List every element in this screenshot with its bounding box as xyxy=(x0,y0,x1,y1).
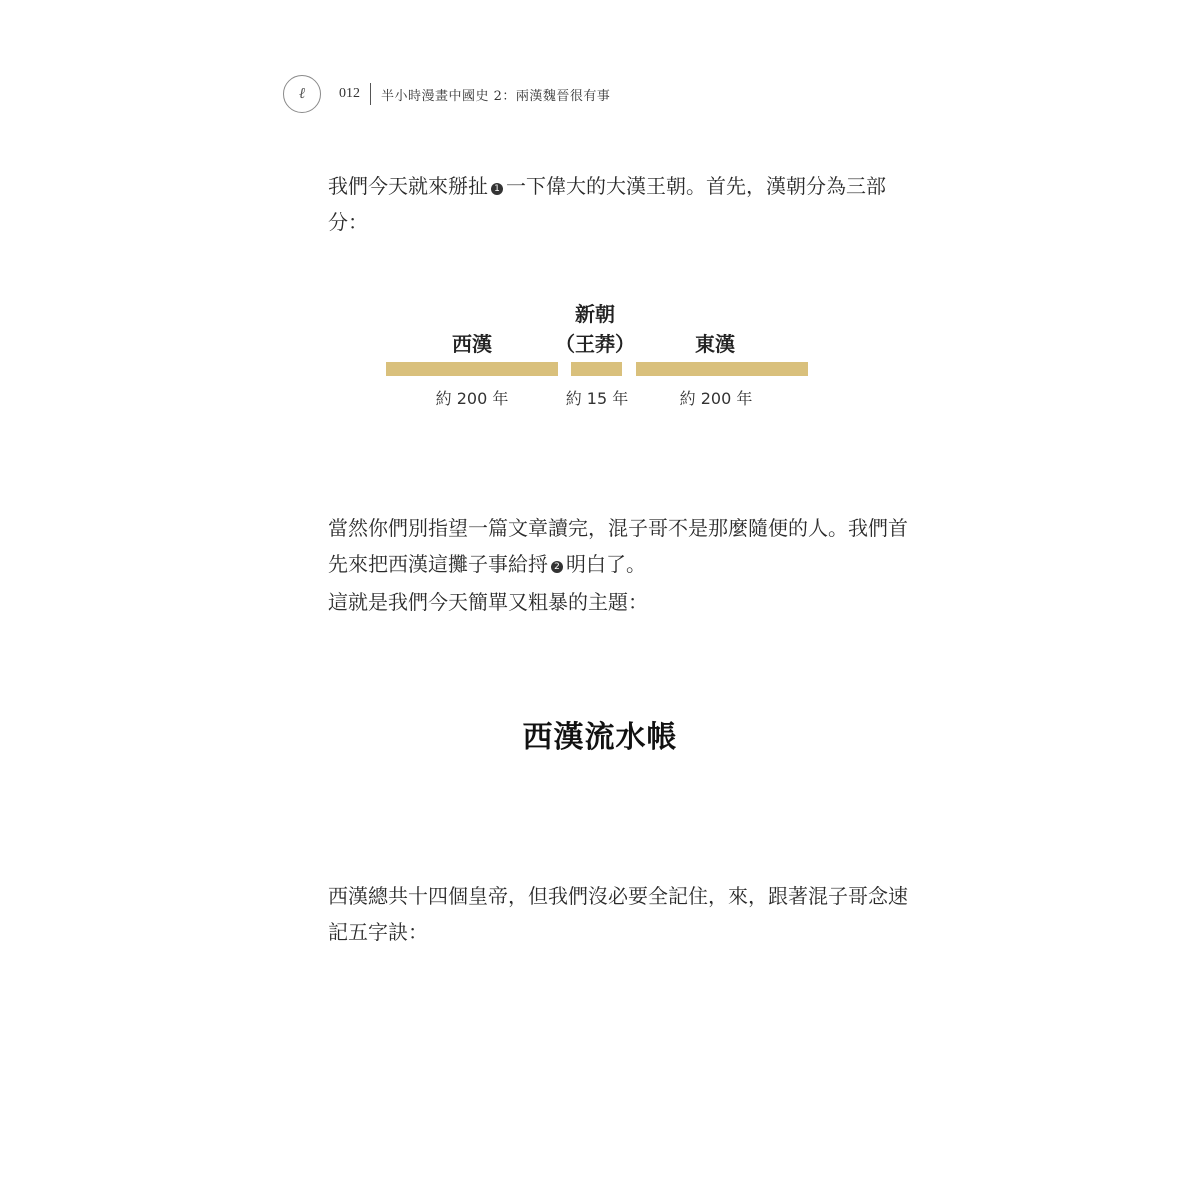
intro-text-a: 我們今天就來掰扯 xyxy=(328,174,488,198)
book-title: 半小時漫畫中國史 2：兩漢魏晉很有事 xyxy=(381,88,611,104)
timeline-duration-western-han: 約 200 年 xyxy=(435,389,509,408)
running-header xyxy=(283,74,610,114)
intro-paragraph xyxy=(288,168,918,240)
paragraph-4 xyxy=(288,878,918,950)
timeline-label-western-han: 西漢 xyxy=(452,332,492,356)
paragraph-2-text-a: 當然你們別指望一篇文章讀完，混子哥不是那麼隨便的人。我們首先來把西漢這攤子事給捋 xyxy=(328,516,908,576)
footnote-marker-2: 2 xyxy=(551,561,563,573)
paragraph-2 xyxy=(288,510,918,582)
timeline-duration-xin: 約 15 年 xyxy=(565,389,629,408)
timeline-duration-eastern-han: 約 200 年 xyxy=(679,389,753,408)
paragraph-2-text-b: 明白了。 xyxy=(566,552,646,576)
footnote-marker-1: 1 xyxy=(491,183,503,195)
timeline-bar-western-han xyxy=(386,362,558,376)
paragraph-3-text: 這就是我們今天簡單又粗暴的主題： xyxy=(328,590,648,614)
intro-text-b: 一下偉大的大漢王朝。首先，漢朝分為三部分： xyxy=(328,174,886,234)
header-divider xyxy=(370,83,371,105)
page-number: 012 xyxy=(339,86,360,101)
section-title: 西漢流水帳 xyxy=(522,720,678,755)
timeline-bar-eastern-han xyxy=(636,362,808,376)
timeline-sublabel-wang-mang: （王莽） xyxy=(555,332,635,356)
paragraph-3 xyxy=(288,584,918,620)
timeline-label-eastern-han: 東漢 xyxy=(695,332,735,356)
timeline-label-xin: 新朝 xyxy=(575,302,615,326)
timeline-bar-xin xyxy=(571,362,622,376)
paragraph-4-text: 西漢總共十四個皇帝，但我們沒必要全記住，來，跟著混子哥念速記五字訣： xyxy=(328,884,908,944)
fleur-circle-icon: ℓ xyxy=(283,75,321,113)
